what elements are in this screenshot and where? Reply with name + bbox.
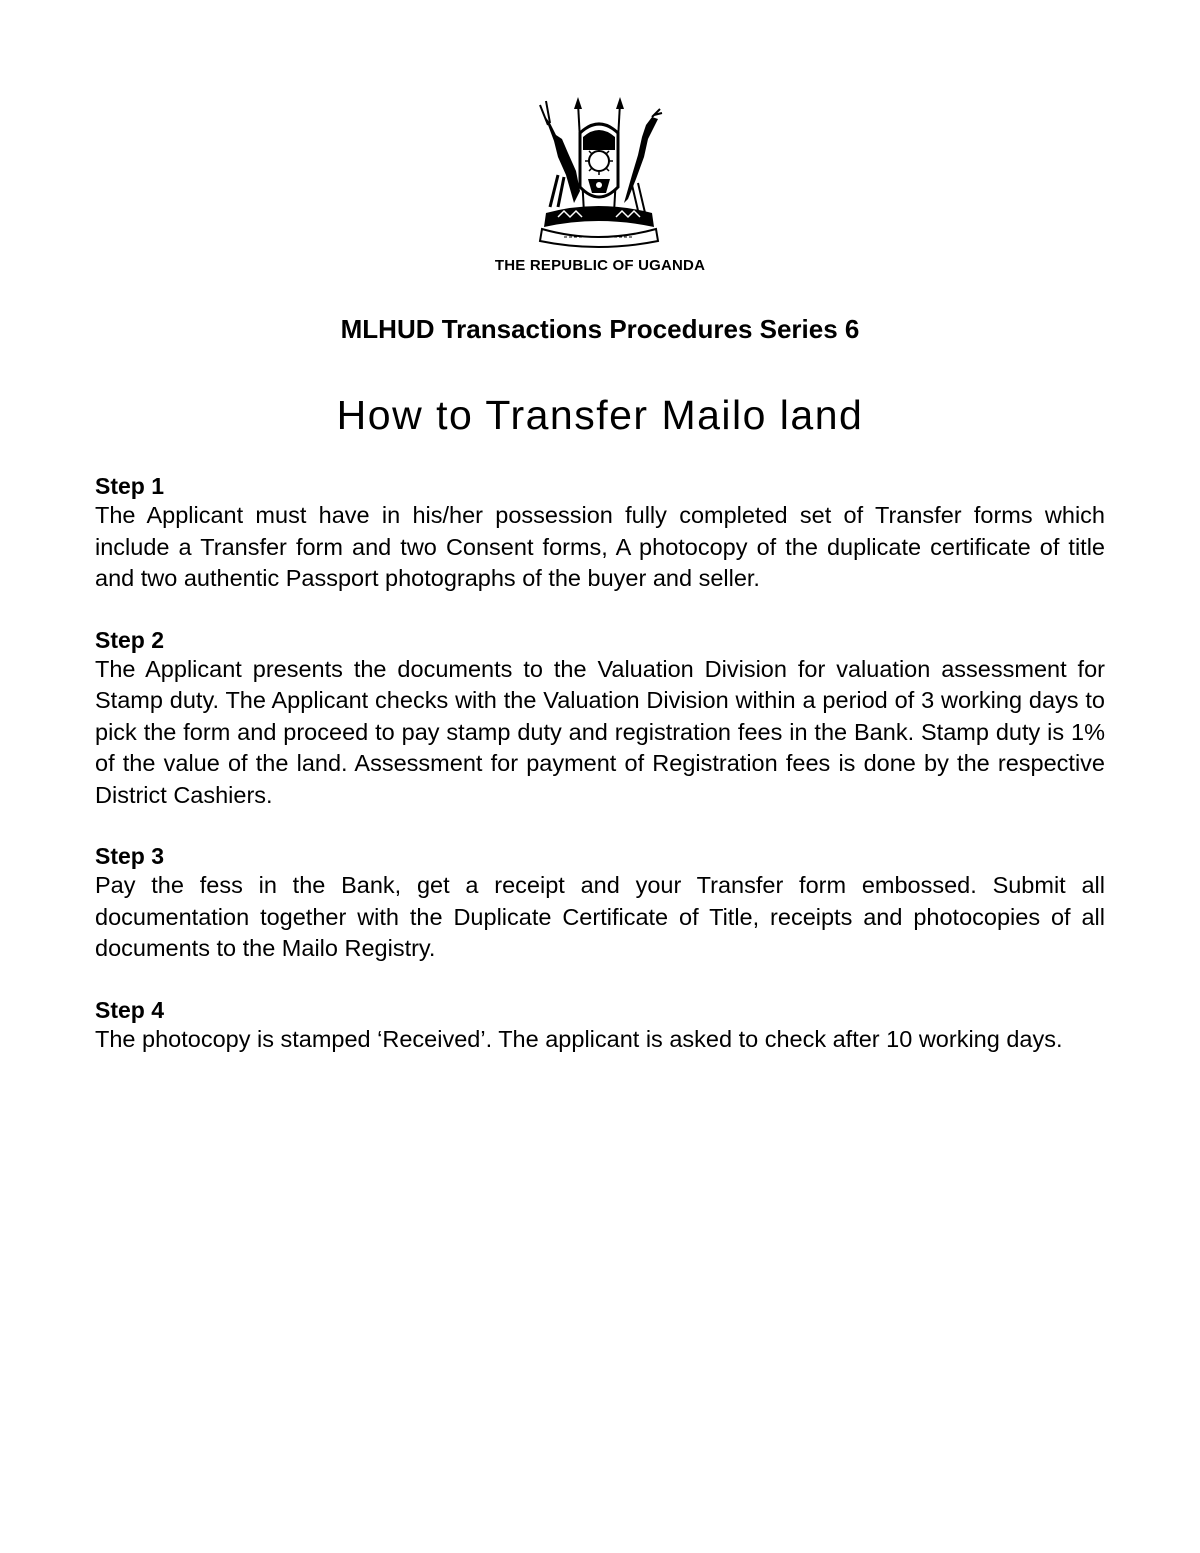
step-heading: Step 2 bbox=[95, 626, 165, 653]
step-3 bbox=[95, 842, 1105, 965]
step-body: Pay the fess in the Bank, get a receipt and your Transfer form embossed. Submit all documentation together with the Duplicate Certificate of Title, receipts and photocopies of all documents to the Mailo Registry. bbox=[95, 872, 1105, 961]
step-4 bbox=[95, 996, 1105, 1056]
step-heading: Step 3 bbox=[95, 843, 165, 869]
step-1 bbox=[95, 472, 1105, 595]
page-title: How to Transfer Mailo land bbox=[336, 392, 864, 438]
step-2 bbox=[95, 626, 1105, 812]
republic-label: THE REPUBLIC OF UGANDA bbox=[494, 257, 706, 274]
steps-list bbox=[95, 472, 1105, 1086]
series-title: MLHUD Transactions Procedures Series 6 bbox=[340, 314, 860, 344]
step-body: The Applicant presents the documents to the Valuation Division for valuation assessment for Stamp duty. The Applicant checks with the Valuation Division within a period of 3 working days to pick the form and proceed to pay stamp duty and registration fees in the Bank. Stamp duty is 1% of the value of the land. Assessment for payment of Registration fees is done by the respective District Cashiers. bbox=[95, 655, 1105, 808]
step-heading: Step 4 bbox=[95, 996, 165, 1023]
coat-of-arms-icon bbox=[528, 95, 668, 250]
step-heading: Step 1 bbox=[95, 473, 165, 499]
step-body: The Applicant must have in his/her possession fully completed set of Transfer forms which include a Transfer form and two Consent forms, A photocopy of the duplicate certificate of title and two authentic Passport photographs of the buyer and seller. bbox=[95, 502, 1105, 591]
step-body: The photocopy is stamped ‘Received’. The applicant is asked to check after 10 working days. bbox=[95, 1025, 1063, 1052]
